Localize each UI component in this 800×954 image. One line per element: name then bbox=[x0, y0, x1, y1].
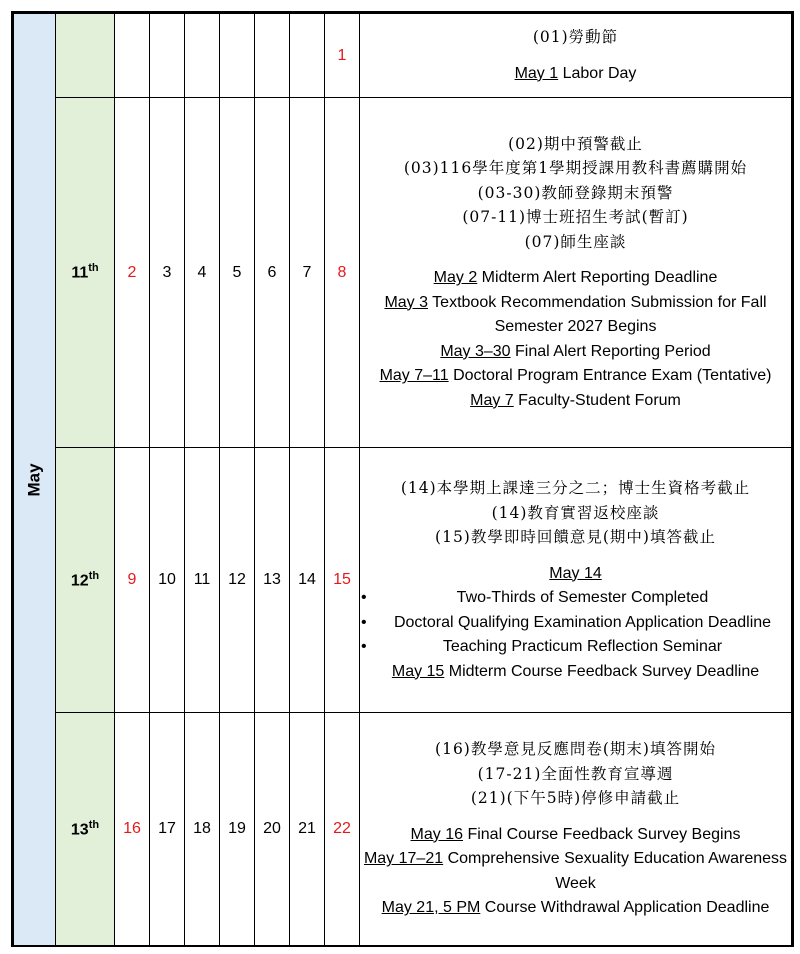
event-date: May 16 bbox=[410, 825, 463, 843]
day-cell: 6 bbox=[255, 98, 290, 448]
event-date: May 15 bbox=[391, 662, 445, 680]
day-cell: 17 bbox=[150, 713, 185, 946]
list-item: • Doctoral Qualifying Examination Application Deadline bbox=[374, 611, 791, 636]
day-cell: 20 bbox=[255, 713, 290, 946]
event-zh: (14)教育實習返校座談 bbox=[491, 503, 660, 522]
event-date: May 17–21 bbox=[363, 850, 444, 868]
events-cell bbox=[360, 98, 792, 448]
event-zh: (03-30)教師登錄期末預警 bbox=[477, 183, 674, 202]
day-cell: 1 bbox=[325, 14, 360, 98]
event-text: Course Withdrawal Application Deadline bbox=[480, 899, 770, 917]
day-cell: 14 bbox=[290, 448, 325, 713]
week-number: 11 bbox=[71, 264, 89, 282]
week-row bbox=[14, 14, 792, 98]
month-cell bbox=[14, 14, 56, 946]
academic-calendar-table bbox=[13, 13, 792, 946]
day-cell: 12 bbox=[220, 448, 255, 713]
event-date: May 14 bbox=[549, 564, 602, 582]
event-text: Final Course Feedback Survey Begins bbox=[463, 825, 741, 843]
events-cell bbox=[360, 713, 792, 946]
week-suffix: th bbox=[88, 569, 100, 582]
day-cell: 18 bbox=[185, 713, 220, 946]
event-zh: (07-11)博士班招生考試(暫訂) bbox=[462, 208, 689, 227]
day-cell: 21 bbox=[290, 713, 325, 946]
event-text: Midterm Alert Reporting Deadline bbox=[477, 269, 718, 287]
event-en bbox=[360, 823, 791, 848]
event-text: Comprehensive Sexuality Education Awareness Week bbox=[443, 850, 788, 892]
month-label: May bbox=[24, 462, 44, 497]
event-zh: (16)教學意見反應問卷(期末)填答開始 bbox=[435, 740, 716, 759]
event-en bbox=[360, 291, 791, 340]
event-zh: (03)116學年度第1學期授課用教科書薦購開始 bbox=[403, 159, 748, 178]
events-cell bbox=[360, 448, 792, 713]
day-cell: 10 bbox=[150, 448, 185, 713]
day-cell: 8 bbox=[325, 98, 360, 448]
week-number: 12 bbox=[70, 572, 89, 590]
event-date: May 21, 5 PM bbox=[381, 899, 481, 917]
week-row bbox=[14, 713, 792, 946]
week-row bbox=[14, 98, 792, 448]
day-cell: 16 bbox=[115, 713, 150, 946]
day-cell bbox=[115, 14, 150, 98]
day-cell bbox=[290, 14, 325, 98]
day-cell: 13 bbox=[255, 448, 290, 713]
event-text: Midterm Course Feedback Survey Deadline bbox=[444, 662, 760, 680]
event-en bbox=[360, 364, 791, 389]
day-cell: 7 bbox=[290, 98, 325, 448]
event-zh: (07)師生座談 bbox=[524, 232, 627, 251]
event-en bbox=[360, 266, 791, 291]
event-zh: (17-21)全面性教育宣導週 bbox=[477, 764, 674, 783]
week-number-cell bbox=[56, 713, 115, 946]
day-cell: 9 bbox=[115, 448, 150, 713]
day-cell: 3 bbox=[150, 98, 185, 448]
week-row bbox=[14, 448, 792, 713]
event-text: Faculty-Student Forum bbox=[513, 391, 681, 409]
event-zh: (21)(下午5時)停修申請截止 bbox=[470, 789, 681, 808]
event-text: Labor Day bbox=[558, 64, 637, 82]
event-text: Textbook Recommendation Submission for Fall Semester 2027 Begins bbox=[428, 293, 767, 336]
event-zh: (02)期中預警截止 bbox=[508, 134, 643, 153]
week-suffix: th bbox=[88, 262, 99, 275]
day-cell bbox=[220, 14, 255, 98]
event-en bbox=[360, 340, 791, 365]
day-cell: 2 bbox=[115, 98, 150, 448]
event-bullet-list bbox=[360, 586, 791, 660]
event-en bbox=[360, 389, 791, 414]
event-zh: (14)本學期上課達三分之二；博士生資格考截止 bbox=[400, 479, 751, 497]
event-zh: (15)教學即時回饋意見(期中)填答截止 bbox=[435, 528, 716, 546]
event-en bbox=[360, 896, 791, 921]
event-date: May 2 bbox=[433, 269, 478, 287]
day-cell bbox=[255, 14, 290, 98]
event-date: May 3–30 bbox=[440, 342, 511, 360]
week-number-cell bbox=[56, 448, 115, 713]
day-cell: 5 bbox=[220, 98, 255, 448]
event-en bbox=[360, 62, 791, 87]
list-item: • Two-Thirds of Semester Completed bbox=[374, 586, 791, 611]
event-zh: (01)勞動節 bbox=[532, 28, 619, 46]
event-date: May 7–11 bbox=[379, 367, 449, 385]
week-suffix: th bbox=[88, 818, 100, 831]
event-text: Doctoral Program Entrance Exam (Tentative) bbox=[448, 367, 772, 385]
day-cell: 4 bbox=[185, 98, 220, 448]
day-cell: 15 bbox=[325, 448, 360, 713]
day-cell: 19 bbox=[220, 713, 255, 946]
event-date: May 1 bbox=[514, 64, 559, 82]
event-en bbox=[360, 847, 791, 896]
week-number-cell bbox=[56, 98, 115, 448]
week-number-cell bbox=[56, 14, 115, 98]
event-text: Final Alert Reporting Period bbox=[510, 342, 711, 360]
event-date: May 7 bbox=[470, 391, 514, 409]
event-date: May 3 bbox=[384, 293, 429, 311]
events-cell bbox=[360, 14, 792, 98]
day-cell bbox=[150, 14, 185, 98]
event-en bbox=[360, 660, 791, 685]
week-number: 13 bbox=[70, 821, 89, 839]
day-cell bbox=[185, 14, 220, 98]
list-item: • Teaching Practicum Reflection Seminar bbox=[374, 635, 791, 660]
day-cell: 11 bbox=[185, 448, 220, 713]
day-cell: 22 bbox=[325, 713, 360, 946]
